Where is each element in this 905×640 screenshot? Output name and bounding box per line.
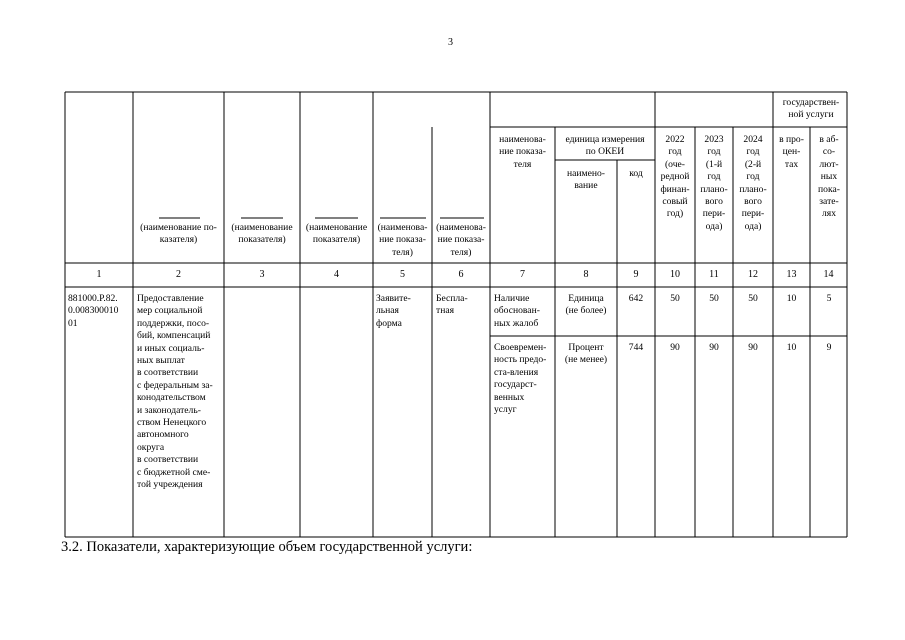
header-col4-label: (наименование показателя) — [305, 222, 368, 246]
header-unit-name: наимено- вание — [567, 168, 605, 192]
header-service-group: государствен- ной услуги — [782, 97, 840, 121]
indicator-2022: 50 — [670, 293, 680, 304]
service-description: Предоставление мер социальной поддержки, посо- бий, компенсаций и иных социаль- ных выплат в соответствии с федеральным за- конодательством и законодатель- ством Ненецкого автономного округа в соответствии с бюджетной сме- той учреждения — [137, 293, 213, 491]
header-year-2023: 2023 год (1-й год плано- вого пери- ода) — [700, 134, 728, 232]
header-year-2022: 2022 год (оче- редной финан- совый год) — [660, 134, 690, 220]
service-payment: Беспла- тная — [436, 293, 468, 317]
header-col6-label: (наименова- ние показа- теля) — [436, 222, 486, 258]
column-number: 14 — [823, 269, 834, 280]
indicator-2023: 90 — [709, 342, 719, 353]
indicator-name: Своевремен- ность предо- ста-вления государст- венных услуг — [494, 342, 547, 416]
header-year-2024: 2024 год (2-й год плано- вого пери- ода) — [739, 134, 767, 232]
header-col3-label: (наименование показателя) — [231, 222, 293, 246]
indicator-code: 744 — [628, 342, 644, 353]
header-indicator-name: наименова- ние показа- теля — [499, 134, 546, 170]
indicator-2022: 90 — [670, 342, 680, 353]
indicator-name: Наличие обоснован- ных жалоб — [494, 293, 540, 329]
indicator-code: 642 — [628, 293, 644, 304]
page-number: 3 — [448, 37, 453, 48]
indicator-2023: 50 — [709, 293, 719, 304]
column-number: 8 — [583, 269, 589, 280]
column-number: 9 — [633, 269, 639, 280]
header-in-absolute: в аб- со- лют- ных пока- зате- лях — [818, 134, 840, 220]
column-number: 2 — [176, 269, 181, 280]
indicator-unit: Единица (не более) — [565, 293, 607, 317]
header-unit-okei: единица измерения по ОКЕИ — [565, 134, 645, 158]
indicator-2024: 50 — [748, 293, 758, 304]
header-unit-code: код — [629, 168, 643, 179]
section-heading: 3.2. Показатели, характеризующие объем государственной услуги: — [61, 539, 473, 555]
header-in-percent: в про- цен- тах — [779, 134, 804, 170]
service-form: Заявите- льная форма — [376, 293, 411, 329]
column-number: 12 — [748, 269, 758, 280]
column-number: 11 — [709, 269, 719, 280]
header-col5-label: (наименова- ние показа- теля) — [377, 222, 428, 258]
column-number: 6 — [458, 269, 464, 280]
column-number: 13 — [786, 269, 797, 280]
header-col2-label: (наименование по- казателя) — [140, 222, 217, 246]
column-number: 7 — [520, 269, 525, 280]
column-number: 4 — [334, 269, 339, 280]
column-number: 10 — [670, 269, 680, 280]
indicator-absolute: 5 — [826, 293, 832, 304]
indicator-unit: Процент (не менее) — [564, 342, 608, 366]
column-number: 5 — [400, 269, 405, 280]
indicator-percent: 10 — [786, 293, 797, 304]
column-number: 1 — [96, 269, 102, 280]
indicator-2024: 90 — [748, 342, 758, 353]
indicator-percent: 10 — [786, 342, 797, 353]
column-number: 3 — [259, 269, 265, 280]
service-code: 881000.Р.82. 0.008300010 01 — [68, 293, 119, 329]
indicator-absolute: 9 — [826, 342, 832, 353]
